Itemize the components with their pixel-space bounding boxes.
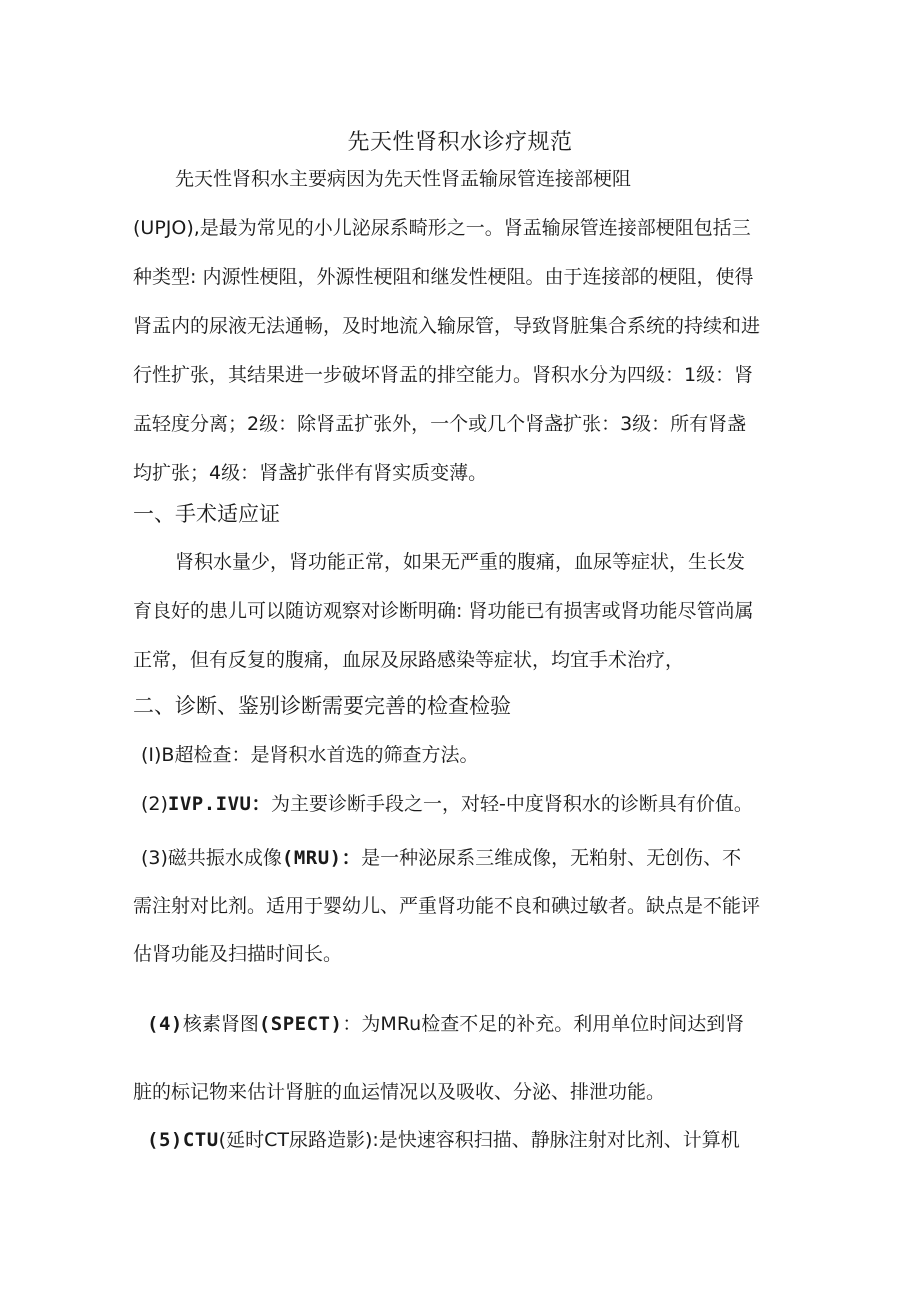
- exam-item-2: [133, 786, 793, 822]
- exam-label: (2): [141, 793, 168, 815]
- intro-line: 盂轻度分离；2级：除肾盂扩张外，一个或几个肾盏扩张：3级：所有肾盏: [133, 413, 747, 435]
- exam-text: ：为MRu检查不足的补充。利用单位时间达到肾: [342, 1013, 745, 1035]
- section1-line: 育良好的患儿可以随访观察对诊断明确: 肾功能已有损害或肾功能尽管尚属: [133, 600, 754, 622]
- intro-line: (UPJO),是最为常见的小儿泌尿系畸形之一。肾盂输尿管连接部梗阻包括三: [133, 217, 751, 239]
- exam-text: 为主要诊断手段之一，对轻-中度肾积水的诊断具有价值。: [271, 793, 753, 815]
- intro-line: 先天性肾积水主要病因为先天性肾盂输尿管连接部梗阻: [175, 168, 632, 190]
- intro-line: 行性扩张，其结果进一步破坏肾盂的排空能力。肾积水分为四级：1级：肾: [133, 364, 754, 386]
- exam-item-3: [133, 834, 793, 978]
- section1-paragraph: [133, 538, 791, 685]
- exam-item-5: [133, 1120, 793, 1160]
- exam-label: (延时CT尿路造影): [218, 1129, 373, 1151]
- exam-text-line: 脏的标记物来估计肾脏的血运情况以及吸收、分泌、排泄功能。: [133, 1081, 666, 1103]
- exam-label-code: (5): [147, 1129, 183, 1151]
- intro-line: 肾盂内的尿液无法通畅，及时地流入输尿管，导致肾脏集合系统的持续和进: [133, 315, 761, 337]
- exam-text: ：是肾积水首选的筛查方法。: [231, 744, 479, 766]
- exam-label: (3)磁共振水成像: [141, 847, 282, 869]
- exam-text: 是一种泌尿系三维成像，无粕射、无创伤、不: [361, 847, 742, 869]
- intro-paragraph: [133, 155, 791, 498]
- exam-item-4: [133, 990, 793, 1126]
- section2-heading: 二、诊断、鉴别诊断需要完善的检查检验: [133, 694, 511, 718]
- exam-text-line: 估肾功能及扫描时间长。: [133, 943, 343, 965]
- exam-label-code: (MRU)：: [281, 847, 362, 869]
- intro-line: 均扩张；4级：肾盏扩张伴有肾实质变薄。: [133, 462, 488, 484]
- intro-line: 种类型: 内源性梗阻，外源性梗阻和继发性梗阻。由于连接部的梗阻，使得: [133, 266, 754, 288]
- document-title: 先天性肾积水诊疗规范: [347, 129, 573, 155]
- exam-label-code: (4): [147, 1013, 183, 1035]
- exam-label: (I)B超检查: [141, 744, 232, 766]
- exam-text-line: 需注射对比剂。适用于婴幼儿、严重肾功能不良和碘过敏者。缺点是不能评: [133, 895, 761, 917]
- section1-line: 正常，但有反复的腹痛，血尿及尿路感染等症状，均宜手术治疗，: [133, 649, 685, 671]
- exam-text: :是快速容积扫描、静脉注射对比剂、计算机: [372, 1129, 740, 1151]
- exam-label-code: (SPECT): [258, 1013, 343, 1035]
- exam-label-code: IVP.IVU：: [167, 793, 271, 815]
- exam-label-code: CTU: [182, 1129, 219, 1151]
- section1-line: 肾积水量少，肾功能正常，如果无严重的腹痛，血尿等症状，生长发: [175, 551, 746, 573]
- exam-item-1: [133, 737, 793, 773]
- exam-label: 核素肾图: [182, 1013, 259, 1035]
- section1-heading: 一、手术适应证: [133, 502, 280, 526]
